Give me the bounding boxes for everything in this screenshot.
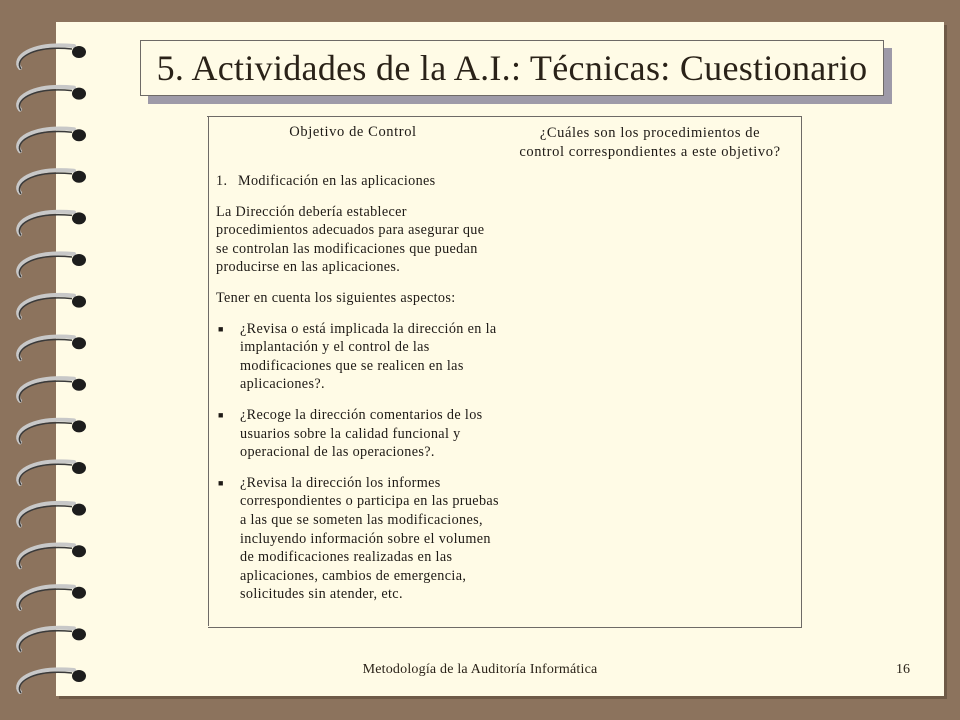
item-number: 1. — [216, 173, 228, 189]
list-item — [216, 406, 500, 462]
header-right-line2: control correspondientes a este objetivo? — [519, 144, 781, 160]
aspects-intro: Tener en cuenta los siguientes aspectos: — [216, 289, 456, 306]
title-box — [140, 40, 884, 96]
list-item — [216, 320, 500, 394]
square-bullet-icon: ■ — [218, 323, 224, 334]
bullet-text: ¿Revisa o está implicada la dirección en la implantación y el control de las modificaciones que se realicen en las aplicaciones?. — [240, 320, 497, 393]
objective-content — [216, 172, 500, 616]
bullet-text: ¿Revisa la dirección los informes correspondientes o participa en las pruebas a las que se someten las modificaciones, incluyendo información sobre el volumen de modificaciones realizadas en las aplicaciones, cambios de emergencia, solicitudes sin atender, etc. — [240, 474, 499, 603]
header-right-line1: ¿Cuáles son los procedimientos de — [539, 125, 761, 141]
control-table — [208, 116, 802, 628]
table-left-border — [208, 116, 209, 626]
page-number: 16 — [896, 662, 910, 677]
list-item — [216, 474, 500, 604]
bullet-text: ¿Recoge la dirección comentarios de los usuarios sobre la calidad funcional y operacional de las operaciones?. — [240, 406, 483, 461]
footer-text: Metodología de la Auditoría Informática — [362, 662, 598, 677]
item-title: Modificación en las aplicaciones — [238, 173, 436, 189]
square-bullet-icon: ■ — [218, 477, 224, 488]
item-heading — [216, 172, 500, 191]
square-bullet-icon: ■ — [218, 409, 224, 420]
header-procedimientos — [498, 124, 802, 162]
objective-paragraph: La Dirección debería establecer procedimientos adecuados para asegurar que se controlan las modificaciones que puedan producirse en las aplicaciones. — [216, 203, 485, 276]
header-objetivo: Objetivo de Control — [289, 124, 417, 140]
slide-title: 5. Actividades de la A.I.: Técnicas: Cuestionario — [156, 48, 868, 88]
